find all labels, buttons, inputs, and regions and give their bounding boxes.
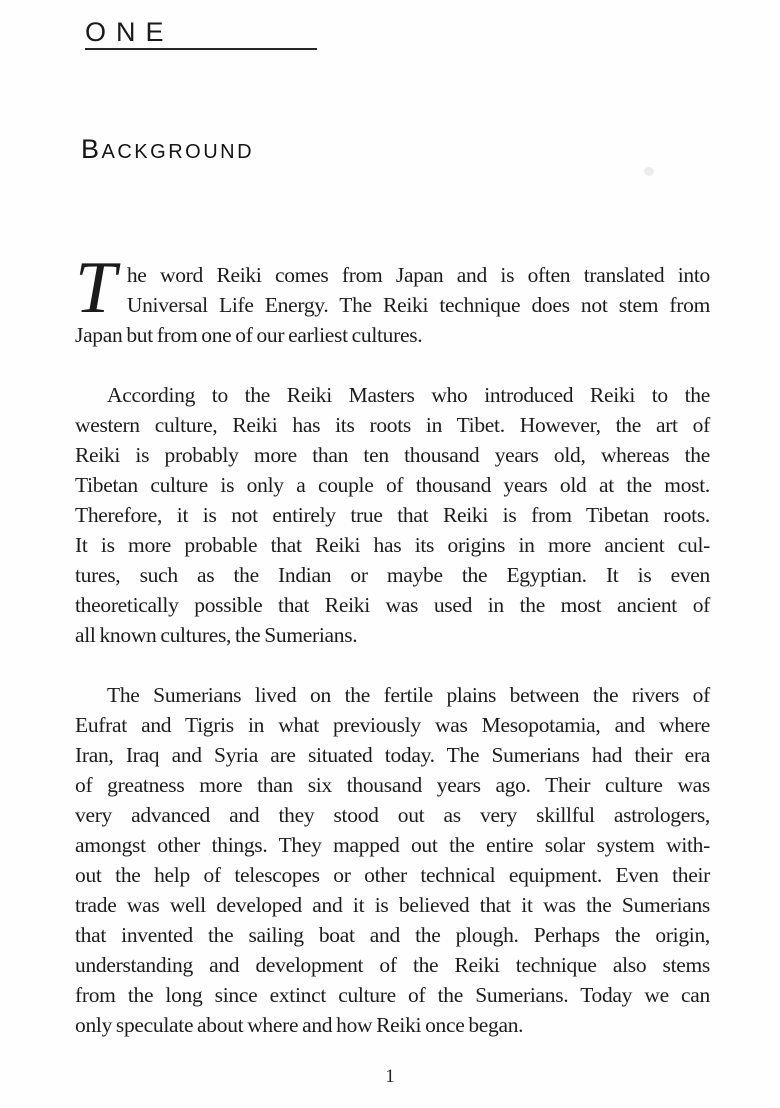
paragraph-3 xyxy=(75,680,710,1040)
text-line: Iran, Iraq and Syria are situated today. The Sumerians had their era xyxy=(75,743,710,767)
text-line: theoretically possible that Reiki was used in the most ancient of xyxy=(75,593,710,617)
text-line: Reiki is probably more than ten thousand years old, whereas the xyxy=(75,443,710,467)
text-line: very advanced and they stood out as very skillful astrologers, xyxy=(75,803,710,827)
text-line: from the long since extinct culture of the Sumerians. Today we can xyxy=(75,983,710,1007)
text-line: understanding and development of the Reiki technique also stems xyxy=(75,953,710,977)
paragraph-2 xyxy=(75,380,710,650)
text-line: The Sumerians lived on the fertile plains between the rivers of xyxy=(107,683,710,707)
text-line: all known cultures, the Sumerians. xyxy=(75,623,358,647)
text-line: Therefore, it is not entirely true that Reiki is from Tibetan roots. xyxy=(75,503,710,527)
chapter-rule xyxy=(85,48,317,50)
text-line: Eufrat and Tigris in what previously was Mesopotamia, and where xyxy=(75,713,710,737)
chapter-number: ONE xyxy=(85,17,174,47)
text-line: of greatness more than six thousand years ago. Their culture was xyxy=(75,773,710,797)
text-line: only speculate about where and how Reiki once began. xyxy=(75,1013,524,1037)
text-line: Japan but from one of our earliest cultures. xyxy=(75,323,423,347)
section-heading: BACKGROUND xyxy=(81,134,255,164)
text-line: It is more probable that Reiki has its origins in more ancient cul- xyxy=(75,533,710,557)
text-line: According to the Reiki Masters who introduced Reiki to the xyxy=(107,383,710,407)
scan-artifact xyxy=(644,167,654,176)
text-line: Tibetan culture is only a couple of thousand years old at the most. xyxy=(75,473,710,497)
body-text xyxy=(75,247,710,1040)
text-line: amongst other things. They mapped out the entire solar system with- xyxy=(75,833,710,857)
paragraph-1 xyxy=(75,247,710,350)
text-line: he word Reiki comes from Japan and is often translated into xyxy=(126,263,710,287)
page-number: 1 xyxy=(385,1066,395,1087)
text-line: Universal Life Energy. The Reiki technique does not stem from xyxy=(126,293,710,317)
text-line: tures, such as the Indian or maybe the Egyptian. It is even xyxy=(75,563,710,587)
text-line: that invented the sailing boat and the plough. Perhaps the origin, xyxy=(75,923,710,947)
text-line: trade was well developed and it is believed that it was the Sumerians xyxy=(75,893,710,917)
text-line: out the help of telescopes or other technical equipment. Even their xyxy=(75,863,710,887)
drop-cap: T xyxy=(75,247,116,329)
text-line: western culture, Reiki has its roots in Tibet. However, the art of xyxy=(75,413,710,437)
